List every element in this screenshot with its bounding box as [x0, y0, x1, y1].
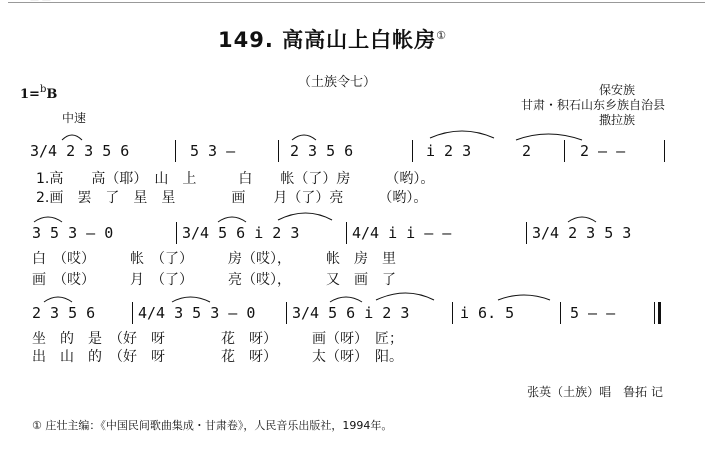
s2-slur-2	[218, 217, 246, 222]
s1-slur-1	[62, 135, 82, 140]
song-subtitle: （土族令七）	[298, 75, 377, 90]
s1-slur-3	[430, 131, 494, 138]
s1-slur-2	[292, 135, 316, 140]
song-title-text: 149. 高高山上白帐房	[218, 28, 437, 52]
s2-measure-1: 3 5 3 — 0	[32, 224, 114, 242]
s3-slur-5	[498, 295, 550, 300]
s3-slur-2	[172, 297, 210, 302]
s2-slur-3	[278, 213, 332, 220]
s3-measure-1: 2 3 5 6	[32, 304, 96, 322]
s2-slur-4	[568, 217, 596, 222]
attribution-line-2: 甘肃・积石山东乡族自治县	[520, 98, 665, 112]
s1-measure-5: 2	[522, 142, 532, 160]
s3-slur-3	[330, 297, 362, 302]
s1-slur-4	[516, 134, 582, 140]
s3-slur-4	[376, 293, 434, 300]
s2-measure-3: 4/4 i i — —	[352, 224, 452, 242]
s2-verse-2: 画 （哎） 月 （了） 亮（哎）， 又 画 了	[32, 272, 396, 288]
s1-verse-2: 2.画 罢 了 星 星 画 月（了）亮 （哟）。	[36, 190, 428, 206]
s3-verse-2: 出 山 的 （好 呀 花 呀） 太（呀） 阳。	[32, 349, 403, 365]
attribution-line-3: 撒拉族	[598, 113, 635, 127]
footnote: ① 庄壮主编：《中国民间歌曲集成・甘肃卷》，人民音乐出版社，1994年。	[32, 419, 393, 432]
header-fragment: — —	[30, 0, 51, 5]
s3-slur-1	[44, 297, 72, 302]
flat-sign: b	[39, 84, 47, 95]
attribution-line-1: 保安族	[598, 83, 635, 97]
s2-verse-1: 白 （哎） 帐 （了） 房（哎）， 帐 房 里	[32, 251, 396, 267]
key-note: B	[46, 87, 58, 102]
s1-measure-3: 2 3 5 6	[290, 142, 354, 160]
s1-measure-1: 3/4 2 3 5 6	[30, 142, 130, 160]
s2-measure-2: 3/4 5 6 i 2 3	[182, 224, 300, 242]
s2-measure-4: 3/4 2 3 5 3	[532, 224, 632, 242]
s3-measure-5: 5 — —	[570, 304, 616, 322]
s3-measure-3: 3/4 5 6 i 2 3	[292, 304, 410, 322]
s2-slur-1	[34, 217, 62, 222]
key-prefix: 1=	[20, 87, 40, 102]
s3-measure-4: i 6. 5	[460, 304, 515, 322]
title-footnote-mark: ①	[436, 29, 447, 42]
s1-verse-1: 1.高 高（耶） 山 上 白 帐（了）房 （哟）。	[36, 171, 435, 187]
performer-credit: 张英（土族）唱 鲁拓 记	[527, 385, 663, 399]
s1-measure-4: i 2 3	[426, 142, 472, 160]
s3-measure-2: 4/4 3 5 3 — 0	[138, 304, 256, 322]
s1-measure-2: 5 3 —	[190, 142, 236, 160]
s3-verse-1: 坐 的 是 （好 呀 花 呀） 画（呀） 匠；	[32, 331, 403, 347]
tempo-marking: 中速	[62, 111, 87, 125]
s1-measure-6: 2 — —	[580, 142, 626, 160]
